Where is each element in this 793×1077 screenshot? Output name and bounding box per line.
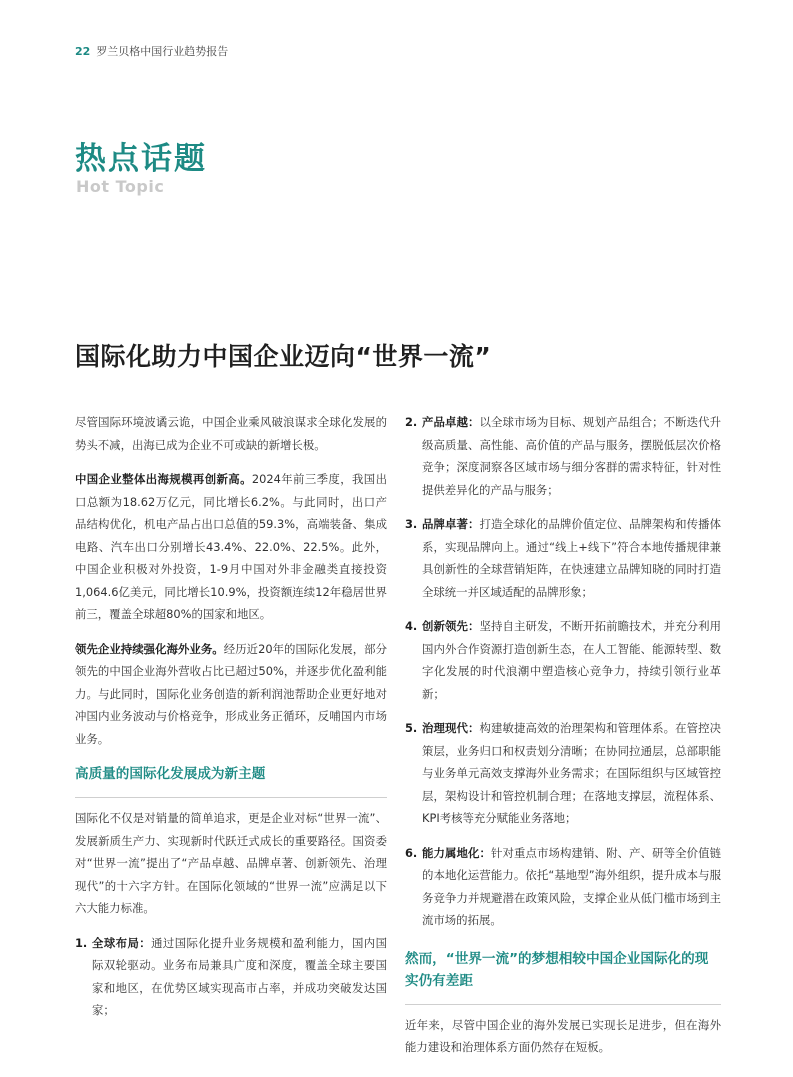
list-item	[405, 411, 721, 501]
list-number: 5.	[405, 721, 418, 735]
page-number: 22	[75, 45, 91, 58]
section-title-en: Hot Topic	[76, 177, 165, 196]
list-body: 针对重点市场构建销、附、产、研等全价值链的本地化运营能力。依托“基地型”海外组织，提升成本与服务竞争力并规避潜在政策风险，支撑企业从低门槛市场到主流市场的拓展。	[422, 845, 721, 927]
list-body: 构建敏捷高效的治理架构和管理体系。在管控决策层，业务归口和权责划分清晰；在协同拉通层，总部职能与业务单元高效支撑海外业务需求；在国际组织与区域管控层，架构设计和管控机制合理；在落地支撑层，流程体系、KPI考核等充分赋能业务落地；	[422, 721, 721, 825]
list-body: 打造全球化的品牌价值定位、品牌架构和传播体系，实现品牌向上。通过“线上+线下”符合本地传播规律兼具创新性的全球营销矩阵，在快速建立品牌知晓的同时打造全球统一并区域适配的品牌形象；	[422, 517, 721, 599]
list-body: 坚持自主研发，不断开拓前瞻技术，并充分利用国内外合作资源打造创新生态，在人工智能、能源转型、数字化发展的时代浪潮中塑造核心竞争力，持续引领行业革新；	[422, 619, 721, 701]
list-body: 通过国际化提升业务规模和盈利能力，国内国际双轮驱动。业务布局兼具广度和深度，覆盖全球主要国家和地区，在优势区域实现高市占率，并成功突破发达国家；	[92, 935, 387, 1017]
list-item	[405, 842, 721, 932]
list-lead: 创新领先：	[422, 619, 480, 633]
list-item	[405, 717, 721, 830]
list-number: 6.	[405, 845, 418, 860]
subheading-gap: 然而，“世界一流”的梦想相较中国企业国际化的现实仍有差距	[405, 950, 709, 989]
report-title: 罗兰贝格中国行业趋势报告	[96, 45, 229, 58]
list-text	[422, 717, 721, 830]
divider	[75, 797, 387, 798]
paragraph-leading-firms	[75, 638, 387, 751]
list-text	[422, 615, 721, 705]
paragraph-lead: 中国企业整体出海规模再创新高。	[75, 472, 252, 486]
article-title: 国际化助力中国企业迈向“世界一流”	[75, 342, 492, 371]
capability-list-cont	[405, 411, 721, 932]
list-number: 1.	[75, 935, 88, 950]
list-lead: 产品卓越：	[422, 415, 480, 429]
list-number: 4.	[405, 619, 418, 633]
paragraph-body: 2024年前三季度，我国出口总额为18.62万亿元，同比增长6.2%。与此同时，出口产品结构优化，机电产品占出口总值的59.3%，高端装备、集成电路、汽车出口分别增长43.4%、22.0%、22.5%。此外，中国企业积极对外投资，1-9月中国对外非金融类直接投资1,064.6亿美元，同比增长10.9%，投资额连续12年稳居世界前三，覆盖全球超80%的国家和地区。	[75, 472, 387, 621]
list-item	[405, 513, 721, 603]
list-lead: 治理现代：	[422, 721, 480, 735]
list-item	[405, 615, 721, 705]
list-text	[92, 932, 387, 1022]
capability-list	[75, 932, 387, 1022]
left-column	[75, 411, 387, 1034]
paragraph-export-scale	[75, 468, 387, 626]
paragraph-lead: 领先企业持续强化海外业务。	[75, 641, 224, 656]
list-item	[75, 932, 387, 1022]
list-lead: 全球布局：	[92, 935, 152, 950]
list-number: 2.	[405, 415, 418, 429]
subheading-high-quality: 高质量的国际化发展成为新主题	[75, 766, 266, 782]
paragraph-body: 经历近20年的国际化发展，部分领先的中国企业海外营收占比已超过50%，并逐步优化盈利能力。与此同时，国际化业务创造的新利润池帮助企业更好地对冲国内业务波动与价格竞争，形成业务正循环，反哺国内市场业务。	[75, 641, 387, 746]
list-text	[422, 842, 721, 932]
list-text	[422, 513, 721, 603]
list-text	[422, 411, 721, 501]
page-header	[75, 43, 228, 59]
list-lead: 能力属地化：	[422, 845, 492, 860]
list-number: 3.	[405, 517, 418, 531]
list-body: 以全球市场为目标、规划产品组合；不断迭代升级高质量、高性能、高价值的产品与服务，摆脱低层次价格竞争；深度洞察各区域市场与细分客群的需求特征，针对性提供差异化的产品与服务；	[422, 415, 721, 497]
paragraph-intro: 尽管国际环境波谲云诡，中国企业乘风破浪谋求全球化发展的势头不减，出海已成为企业不可或缺的新增长极。	[75, 415, 387, 452]
right-column	[405, 411, 721, 1071]
section-title-zh: 热点话题	[75, 141, 207, 177]
paragraph-world-class: 国际化不仅是对销量的简单追求，更是企业对标“世界一流”、发展新质生产力、实现新时代跃迁式成长的重要路径。国资委对“世界一流”提出了“产品卓越、品牌卓著、创新领先、治理现代”的十六字方针。在国际化领域的“世界一流”应满足以下六大能力标准。	[75, 811, 387, 915]
list-lead: 品牌卓著：	[422, 517, 480, 531]
divider	[405, 1004, 721, 1005]
paragraph-gap: 近年来，尽管中国企业的海外发展已实现长足进步，但在海外能力建设和治理体系方面仍然存在短板。	[405, 1017, 721, 1054]
